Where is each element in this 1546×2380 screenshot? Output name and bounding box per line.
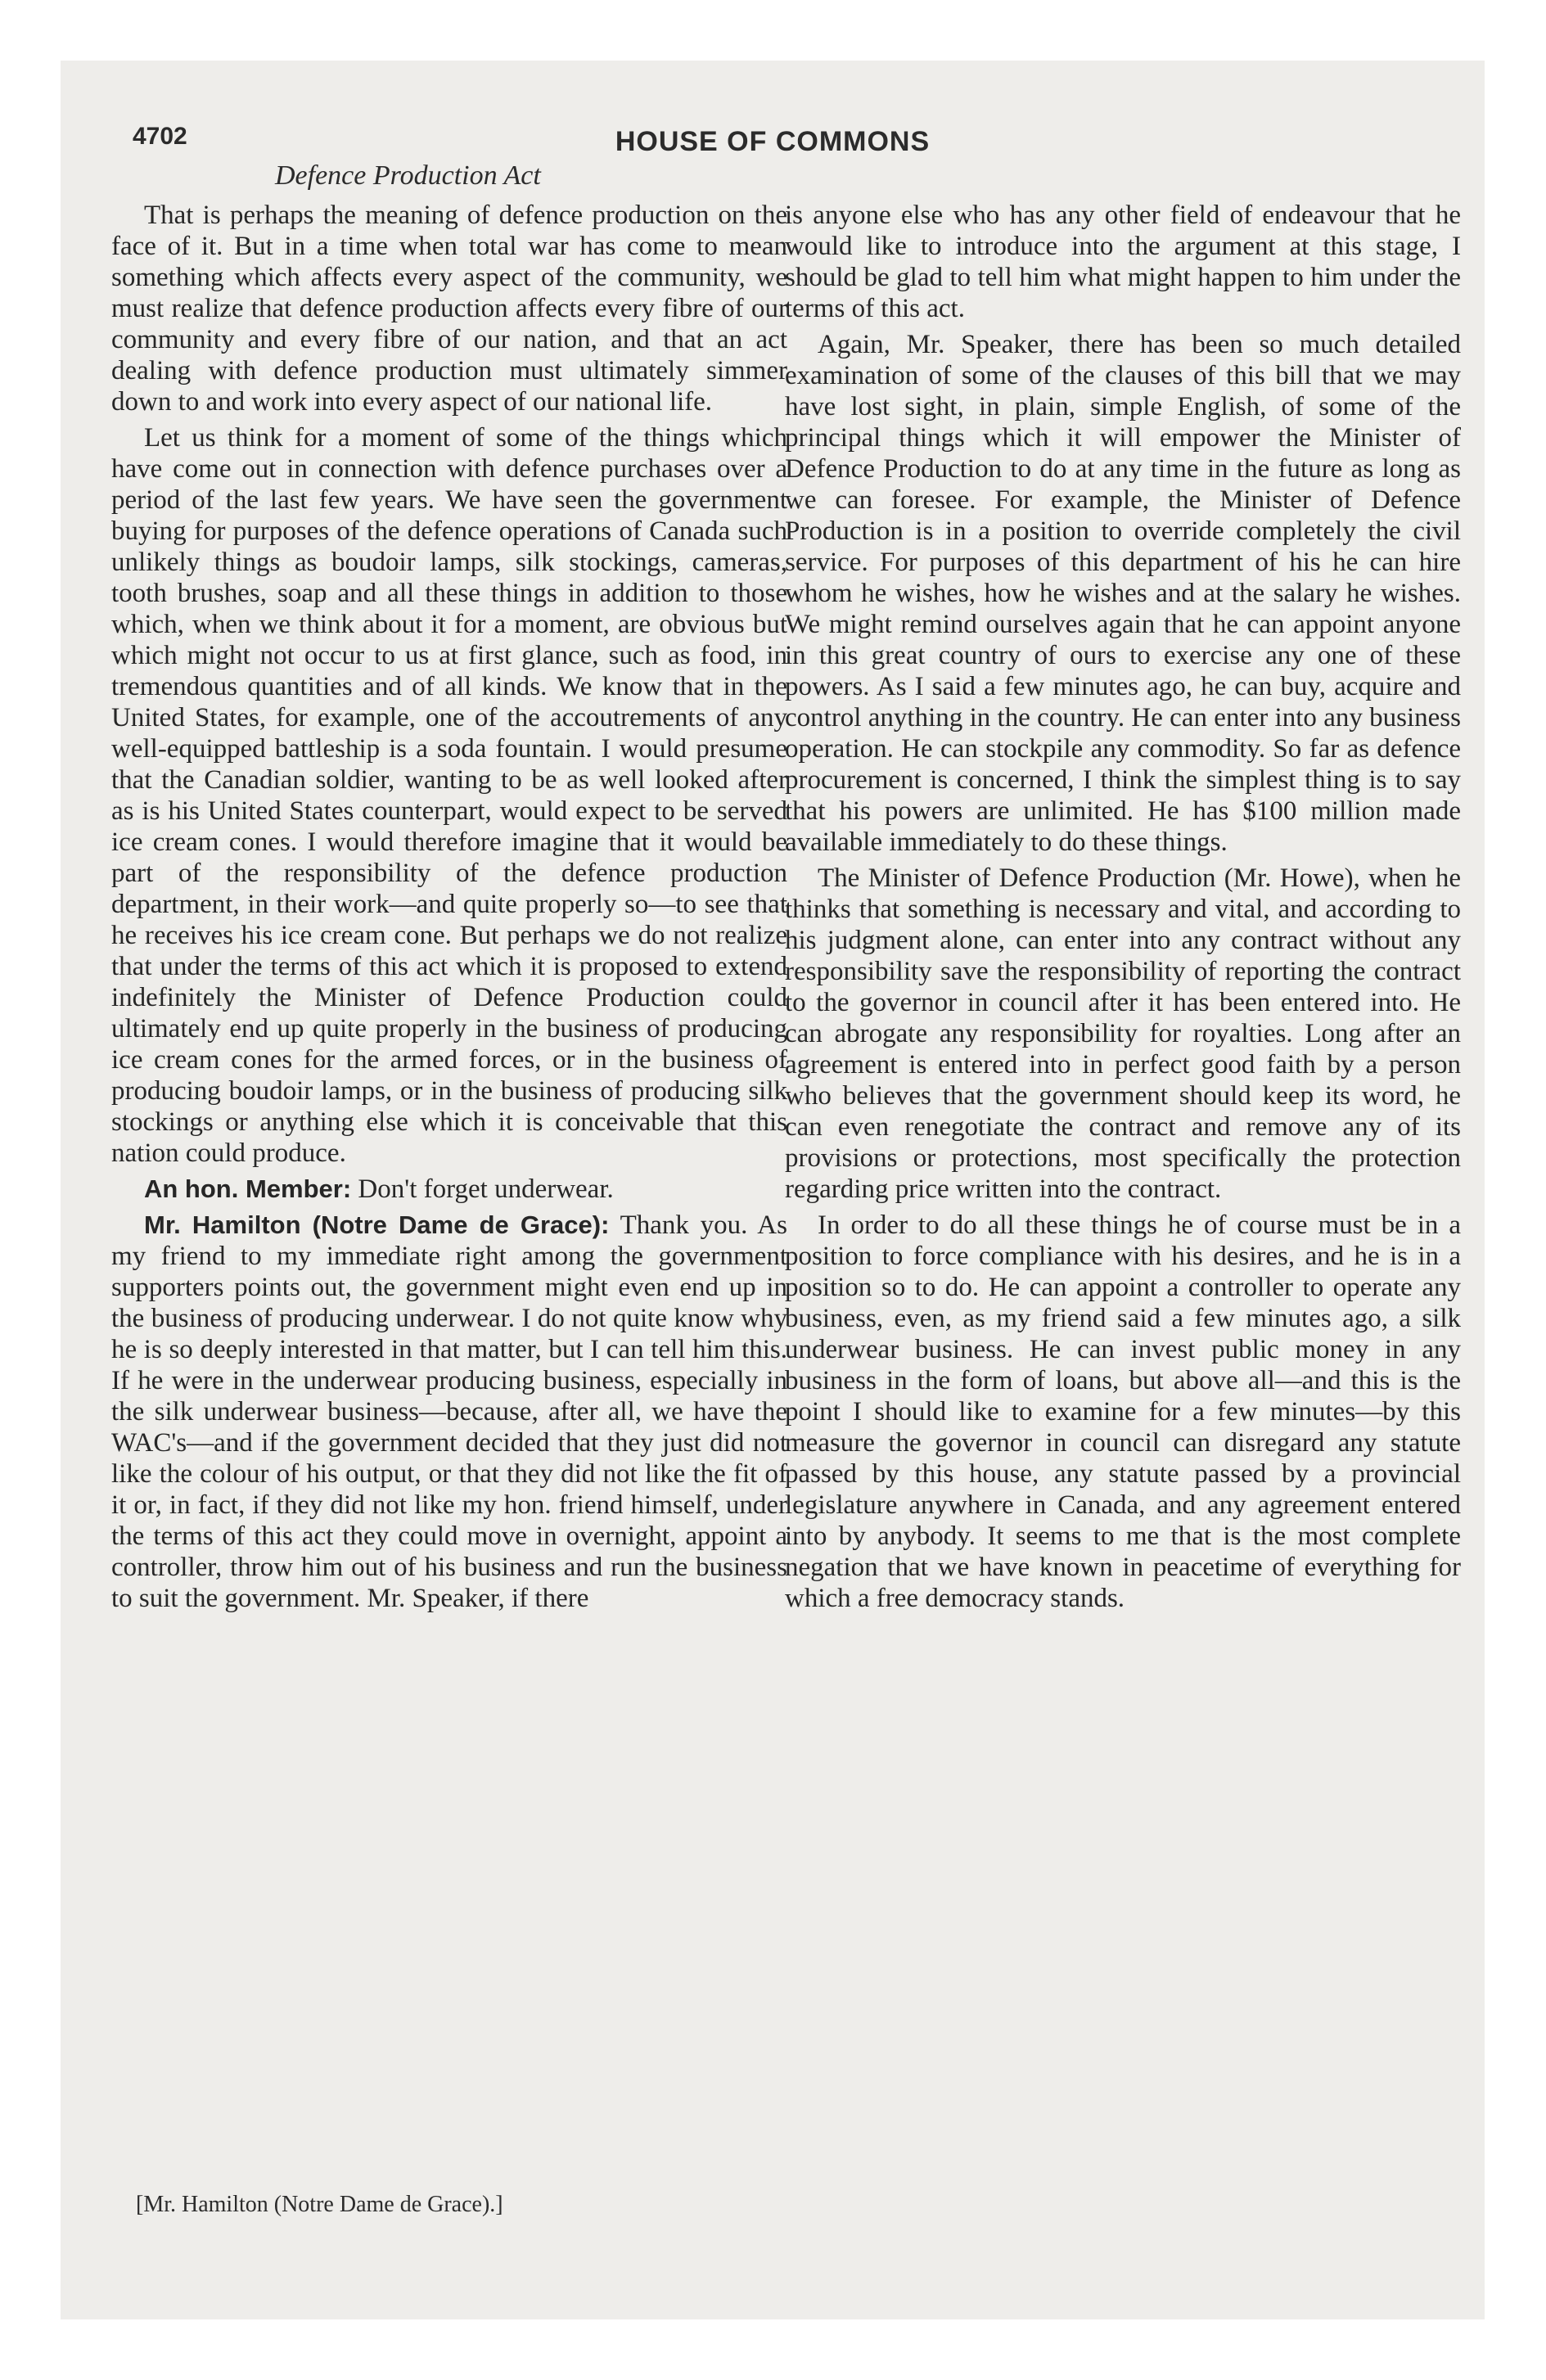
right-column (785, 200, 1461, 1619)
paragraph: The Minister of Defence Production (Mr. Howe), when he thinks that something is necessary and vital, and according to his judgment alone, can enter into any contract without any responsibility save the responsibility of reporting the contract to the governor in council after it has been entered into. He can abrogate any responsibility for royalties. Long after an agreement is entered into in perfect good faith by a person who believes that the government should keep its word, he can even renegotiate the contract and remove any of its provisions or protections, most specifically the protection regarding price written into the contract. (785, 863, 1461, 1204)
section-title: Defence Production Act (275, 160, 541, 191)
left-column (111, 200, 787, 1619)
hansard-page (61, 61, 1485, 2319)
paragraph: is anyone else who has any other field of endeavour that he would like to introduce into the argument at this stage, I should be glad to tell him what might happen to him under the terms of this act. (785, 201, 1461, 323)
speech-text: Thank you. As my friend to my immediate right among the government supporters points out, the government might even end up in the business of producing underwear. I do not quite know why he is so deeply interested in that matter, but I can tell him this. If he were in the underwear producing business, especially in the silk underwear business—because, after all, we have the WAC's—and if the government decided that they just did not like the colour of his output, or that they did not like the fit of it or, in fact, if they did not like my hon. friend himself, under the terms of this act they could move in overnight, appoint a controller, throw him out of his business and run the business to suit the government. Mr. Speaker, if there (111, 1210, 787, 1613)
paragraph: Again, Mr. Speaker, there has been so much detailed examination of some of the clauses of this bill that we may have lost sight, in plain, simple English, of some of the principal things which it will empower the Minister of Defence Production to do at any time in the future as long as we can foresee. For example, the Minister of Defence Production is in a position to override completely the civil service. For purposes of this department of his he can hire whom he wishes, how he wishes and at the salary he wishes. We might remind ourselves again that he can appoint anyone in this great country of ours to exercise any one of these powers. As I said a few minutes ago, he can buy, acquire and control anything in the country. He can enter into any business operation. He can stockpile any commodity. So far as defence procurement is concerned, I think the simplest thing is to say that his powers are unlimited. He has $100 million made available immediately to do these things. (785, 330, 1461, 857)
paragraph: In order to do all these things he of course must be in a position to force compliance with his desires, and he is in a position so to do. He can appoint a controller to operate any business, even, as my friend said a few minutes ago, a silk underwear business. He can invest public money in any business in the form of loans, but above all—and this is the point I should like to examine for a few minutes—by this measure the governor in council can disregard any statute passed by this house, any statute passed by a provincial legislature anywhere in Canada, and any agreement entered into by anybody. It seems to me that is the most complete negation that we have known in peacetime of everything for which a free democracy stands. (785, 1210, 1461, 1613)
paragraph: Let us think for a moment of some of the things which have come out in connection with defence purchases over a period of the last few years. We have seen the government buying for purposes of the defence operations of Canada such unlikely things as boudoir lamps, silk stockings, cameras, tooth brushes, soap and all these things in addition to those which, when we think about it for a moment, are obvious but which might not occur to us at first glance, such as food, in tremendous quantities and of all kinds. We know that in the United States, for example, one of the accoutrements of any well-equipped battleship is a soda fountain. I would presume that the Canadian soldier, wanting to be as well looked after as is his United States counterpart, would expect to be served ice cream cones. I would therefore imagine that it would be part of the responsibility of the defence production department, in their work—and quite properly so—to see that he receives his ice cream cone. But perhaps we do not realize that under the terms of this act which it is proposed to extend indefinitely the Minister of Defence Production could ultimately end up quite properly in the business of producing ice cream cones for the armed forces, or in the business of producing boudoir lamps, or in the business of producing silk stockings or anything else which it is conceivable that this nation could produce. (111, 423, 787, 1168)
speech-text: Don't forget underwear. (358, 1174, 614, 1204)
speaker-name: Mr. Hamilton (Notre Dame de Grace): (144, 1210, 610, 1239)
page-number: 4702 (133, 123, 187, 150)
paragraph: That is perhaps the meaning of defence production on the face of it. But in a time when total war has come to mean something which affects every aspect of the community, we must realize that defence production affects every fibre of our community and every fibre of our nation, and that an act dealing with defence production must ultimately simmer down to and work into every aspect of our national life. (111, 201, 787, 417)
interjection (111, 1174, 787, 1205)
speaker-footer: [Mr. Hamilton (Notre Dame de Grace).] (136, 2192, 503, 2217)
speaker-name: An hon. Member: (144, 1174, 352, 1203)
running-head: HOUSE OF COMMONS (615, 126, 931, 157)
speech (111, 1210, 787, 1614)
